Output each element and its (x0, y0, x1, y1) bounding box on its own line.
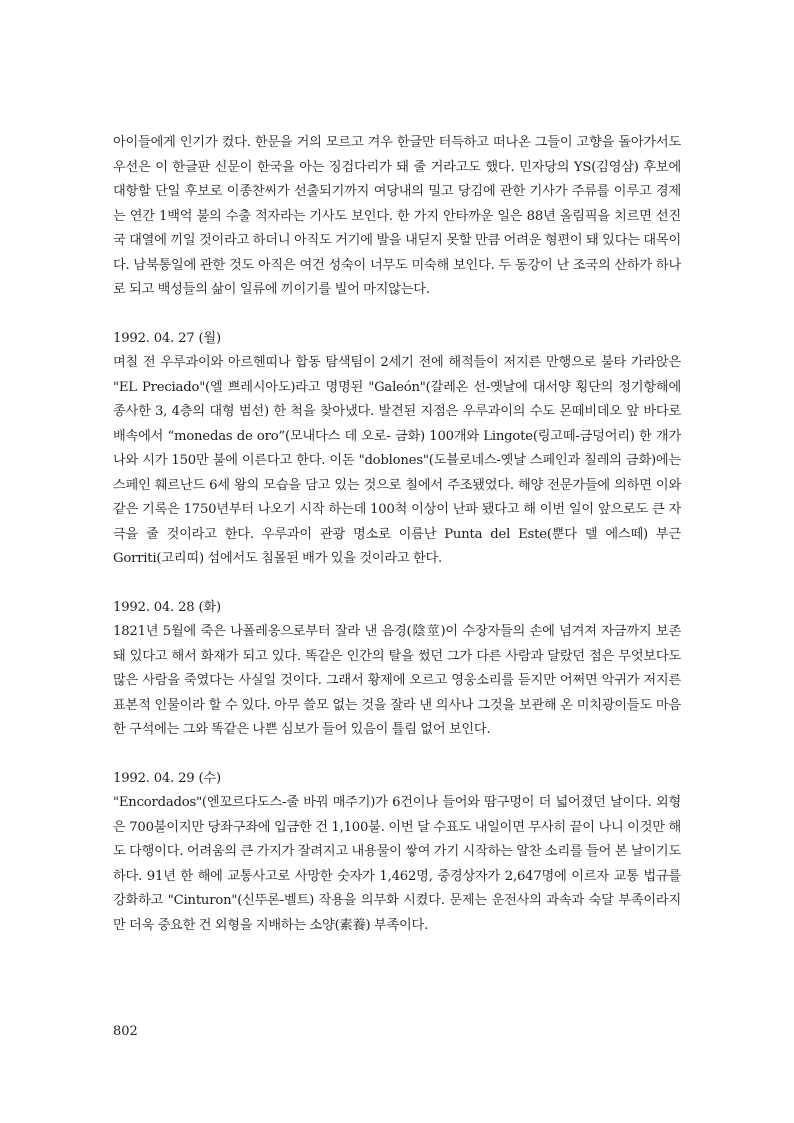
entry-date: 1992. 04. 27 (월) (113, 330, 221, 346)
entry-date: 1992. 04. 29 (수) (113, 770, 221, 786)
entry-date: 1992. 04. 28 (화) (113, 599, 221, 615)
page-body (113, 131, 681, 938)
page-number: 802 (113, 1024, 138, 1039)
diary-entry-0428 (113, 596, 681, 743)
intro-paragraph: 아이들에게 인기가 컸다. 한문을 거의 모르고 겨우 한글만 터득하고 떠나온 그들이 고향을 돌아가서도 우선은 이 한글판 신문이 한국을 아는 징검다리가 돼 줄 거라고도 했다. 민자당의 YS(김영삼) 후보에 대항할 단일 후보로 이종찬씨가 선출되기까지 여당내의 밀고 당김에 관한 기사가 주류를 이루고 경제는 연간 1백억 불의 수출 적자라는 기사도 보인다. 한 가지 안타까운 일은 88년 올림픽을 치르면 선진국 대열에 끼일 것이라고 하더니 아직도 거기에 발을 내딛지 못할 만큼 어려운 형편이 돼 있다는 대목이다. 남북통일에 관한 것도 아직은 여건 성숙이 너무도 미숙해 보인다. 두 동강이 난 조국의 산하가 하나로 되고 백성들의 삶이 일류에 끼이기를 빌어 마지않는다. (113, 135, 681, 297)
diary-entry-0429 (113, 767, 681, 939)
diary-entry-0427 (113, 327, 681, 572)
entry-text: 며칠 전 우루과이와 아르헨띠나 합동 탐색팀이 2세기 전에 해적들이 저지른 만행으로 불타 가라앉은 "EL Preciado"(엘 쁘레시아도)라고 명명된 "Galeón"(갈레온 선-옛날에 대서양 횡단의 정기항해에 종사한 3, 4층의 대형 범선) 한 척을 찾아냈다. 발견된 지점은 우루과이의 수도 몬떼비데오 앞 바다로 배속에서 “monedas de oro”(모내다스 데 오로- 금화) 100개와 Lingote(링고떼-금덩어리) 한 개가 나와 시가 150만 불에 이른다고 한다. 이돈 "doblones"(도블로네스-옛날 스페인과 칠레의 금화)에는 스페인 훼르난드 6세 왕의 모습을 담고 있는 것으로 칠에서 주조됐었다. 해양 전문가들에 의하면 이와 같은 기록은 1750년부터 나오기 시작 하는데 100척 이상이 난파 됐다고 해 이번 일이 앞으로도 큰 자극을 줄 것이라고 한다. 우루과이 관광 명소로 이름난 Punta del Este(뿐다 델 에스떼) 부근 Gorriti(고리띠) 섬에서도 침몰된 배가 있을 것이라고 한다. (113, 355, 681, 566)
entry-text: "Encordados"(엔꼬르다도스-줄 바꿔 매주기)가 6건이나 들어와 땀구멍이 더 넓어졌던 날이다. 외형은 700불이지만 당좌구좌에 입금한 건 1,100불. 이번 달 수표도 내일이면 무사히 끝이 나니 이것만 해도 다행이다. 어려움의 큰 가지가 잘려지고 내용물이 쌓여 가기 시작하는 알찬 소리를 들어 본 날이기도 하다. 91년 한 해에 교통사고로 사망한 숫자가 1,462명, 중경상자가 2,647명에 이르자 교통 법규를 강화하고 "Cinturon"(신뚜론-벨트) 작용을 의무화 시켰다. 문제는 운전사의 과속과 숙달 부족이라지만 더욱 중요한 건 외형을 지배하는 소양(素養) 부족이다. (113, 795, 681, 933)
entry-text: 1821년 5월에 죽은 나폴레옹으로부터 잘라 낸 음경(陰莖)이 수장자들의 손에 넘겨져 자금까지 보존 돼 있다고 해서 화재가 되고 있다. 똑같은 인간의 탈을 썼던 그가 다른 사람과 달랐던 점은 무엇보다도 많은 사람을 죽였다는 사실일 것이다. 그래서 황제에 오르고 영웅소리를 듣지만 어쩌면 악귀가 저지른 표본적 인물이라 할 수 있다. 아무 쓸모 없는 것을 잘라 낸 의사나 그것을 보관해 온 미치광이들도 마음 한 구석에는 그와 똑같은 나쁜 심보가 들어 있음이 틀림 없어 보인다. (113, 624, 681, 737)
